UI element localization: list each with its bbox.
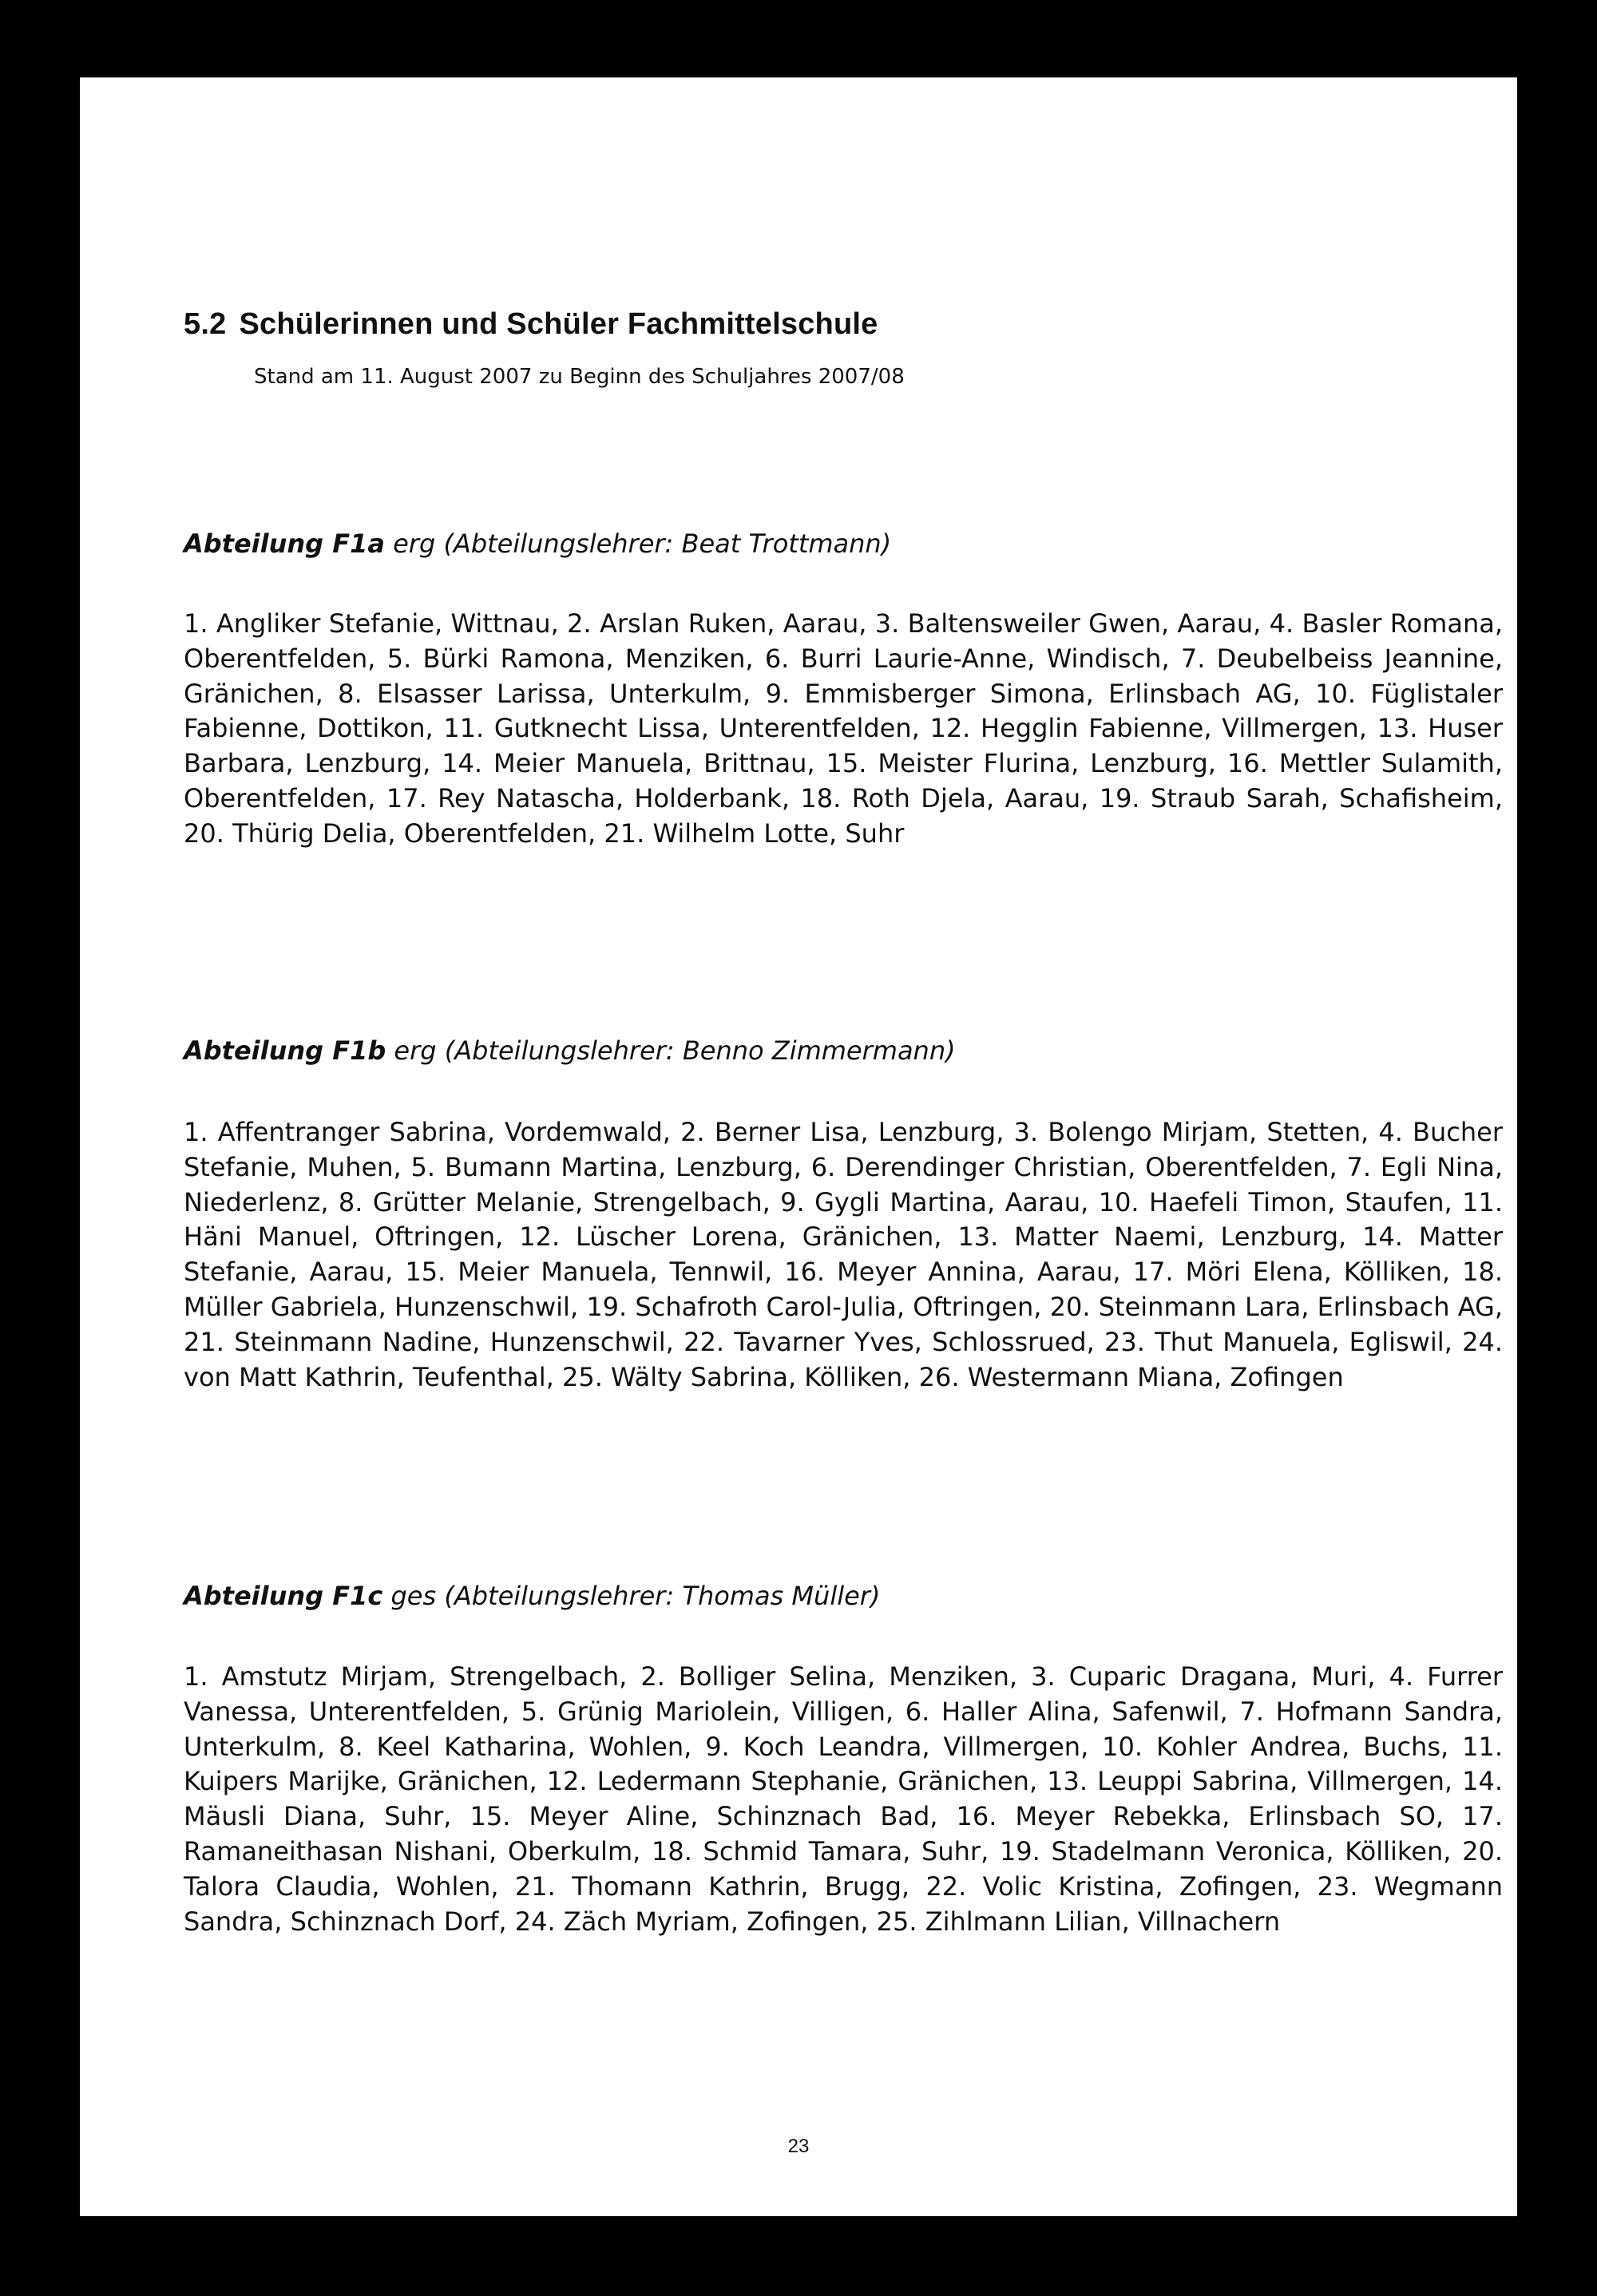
section-subtitle: Stand am 11. August 2007 zu Beginn des Schuljahres 2007/08	[254, 365, 905, 389]
department-heading-f1b	[184, 1035, 956, 1066]
student-list-f1c: 1. Amstutz Mirjam, Strengelbach, 2. Bolliger Selina, Menziken, 3. Cuparic Dragana, Muri, 4. Furrer Vanessa, Unterentfelden, 5. Grünig Mariolein, Villigen, 6. Haller Alina, Safenwil, 7. Hofmann Sandra, Unterkulm, 8. Keel Katharina, Wohlen, 9. Koch Leandra, Villmergen, 10. Kohler Andrea, Buchs, 11. Kuipers Marijke, Gränichen, 12. Ledermann Stephanie, Gränichen, 13. Leuppi Sabrina, Villmergen, 14. Mäusli Diana, Suhr, 15. Meyer Aline, Schinznach Bad, 16. Meyer Rebekka, Erlinsbach SO, 17. Ramaneithasan Nishani, Oberkulm, 18. Schmid Tamara, Suhr, 19. Stadelmann Veronica, Kölliken, 20. Talora Claudia, Wohlen, 21. Thomann Kathrin, Brugg, 22. Volic Kristina, Zofingen, 23. Wegmann Sandra, Schinznach Dorf, 24. Zäch Myriam, Zofingen, 25. Zihlmann Lilian, Villnachern	[184, 1661, 1503, 1937]
department-teacher: erg (Abteilungslehrer: Beat Trottmann)	[393, 528, 892, 559]
page-number: 23	[787, 2136, 810, 2157]
department-label: Abteilung F1a	[184, 528, 385, 559]
section-title	[184, 307, 878, 342]
student-list-f1b: 1. Affentranger Sabrina, Vordemwald, 2. Berner Lisa, Lenzburg, 3. Bolengo Mirjam, Stetten, 4. Bucher Stefanie, Muhen, 5. Bumann Martina, Lenzburg, 6. Derendinger Christian, Oberentfelden, 7. Egli Nina, Niederlenz, 8. Grütter Melanie, Strengelbach, 9. Gygli Martina, Aarau, 10. Haefeli Timon, Staufen, 11. Häni Manuel, Oftringen, 12. Lüscher Lorena, Gränichen, 13. Matter Naemi, Lenzburg, 14. Matter Stefanie, Aarau, 15. Meier Manuela, Tennwil, 16. Meyer Annina, Aarau, 17. Möri Elena, Kölliken, 18. Müller Gabriela, Hunzenschwil, 19. Schafroth Carol-Julia, Oftringen, 20. Steinmann Lara, Erlinsbach AG, 21. Steinmann Nadine, Hunzenschwil, 22. Tavarner Yves, Schlossrued, 23. Thut Manuela, Egliswil, 24. von Matt Kathrin, Teufenthal, 25. Wälty Sabrina, Kölliken, 26. Westermann Miana, Zofingen	[184, 1117, 1503, 1392]
student-list-f1a: 1. Angliker Stefanie, Wittnau, 2. Arslan Ruken, Aarau, 3. Baltensweiler Gwen, Aarau, 4. Basler Romana, Oberentfelden, 5. Bürki Ramona, Menziken, 6. Burri Laurie-Anne, Windisch, 7. Deubelbeiss Jeannine, Gränichen, 8. Elsasser Larissa, Unterkulm, 9. Emmisberger Simona, Erlinsbach AG, 10. Füglistaler Fabienne, Dottikon, 11. Gutknecht Lissa, Unterentfelden, 12. Hegglin Fabienne, Villmergen, 13. Huser Barbara, Lenzburg, 14. Meier Manuela, Brittnau, 15. Meister Flurina, Lenzburg, 16. Mettler Sulamith, Oberentfelden, 17. Rey Natascha, Holderbank, 18. Roth Djela, Aarau, 19. Straub Sarah, Schafisheim, 20. Thürig Delia, Oberentfelden, 21. Wilhelm Lotte, Suhr	[184, 608, 1503, 849]
department-teacher: ges (Abteilungslehrer: Thomas Müller)	[390, 1581, 881, 1611]
department-heading-f1a	[184, 528, 891, 559]
department-label: Abteilung F1c	[184, 1581, 383, 1611]
section-title-text: Schülerinnen und Schüler Fachmittelschule	[239, 307, 878, 341]
department-label: Abteilung F1b	[184, 1035, 386, 1066]
document-page	[80, 77, 1517, 2216]
section-number: 5.2	[184, 307, 227, 341]
department-teacher: erg (Abteilungslehrer: Benno Zimmermann)	[394, 1035, 956, 1066]
department-heading-f1c	[184, 1581, 880, 1611]
